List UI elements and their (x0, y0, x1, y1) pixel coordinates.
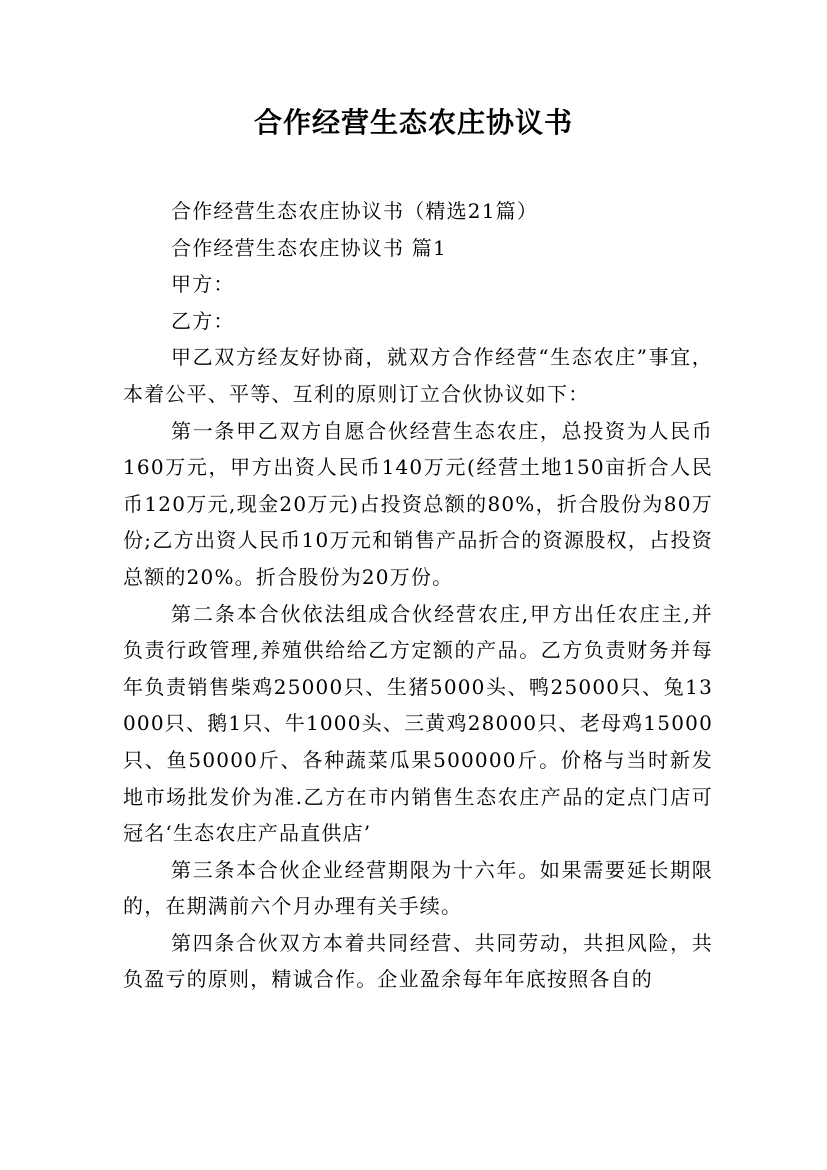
paragraph-article-2: 第二条本合伙依法组成合伙经营农庄,甲方出任农庄主,并负责行政管理,养殖供给给乙方定额的产品。乙方负责财务并每年负责销售柴鸡25000只、生猪5000头、鸭25000只、兔13000只、鹅1只、牛1000头、三黄鸡28000只、老母鸡15000只、鱼50000斤、各种蔬菜瓜果500000斤。价格与当时新发地市场批发价为准.乙方在市内销售生态农庄产品的定点门店可冠名‘生态农庄产品直供店’ (123, 601, 713, 846)
document-body (123, 193, 713, 998)
paragraph-party-b: 乙方： (171, 308, 235, 333)
paragraph-article-4: 第四条合伙双方本着共同经营、共同劳动，共担风险，共负盈亏的原则，精诚合作。企业盈余每年年底按照各自的 (123, 930, 713, 992)
paragraph-subtitle: 合作经营生态农庄协议书（精选21篇） (171, 199, 539, 223)
paragraph-section-heading: 合作经营生态农庄协议书 篇1 (171, 235, 447, 260)
paragraph-intro: 甲乙双方经友好协商，就双方合作经营“生态农庄”事宜，本着公平、平等、互利的原则订立合伙协议如下： (123, 345, 713, 406)
document-title: 合作经营生态农庄协议书 (253, 106, 573, 139)
paragraph-article-1: 第一条甲乙双方自愿合伙经营生态农庄，总投资为人民币160万元，甲方出资人民币140万元(经营土地150亩折合人民币120万元,现金20万元)占投资总额的80%，折合股份为80万份;乙方出资人民币10万元和销售产品折合的资源股权，占投资总额的20%。折合股份为20万份。 (123, 418, 713, 589)
paragraph-article-3: 第三条本合伙企业经营期限为十六年。如果需要延长期限的，在期满前六个月办理有关手续。 (123, 857, 713, 919)
paragraph-party-a: 甲方： (171, 272, 235, 297)
